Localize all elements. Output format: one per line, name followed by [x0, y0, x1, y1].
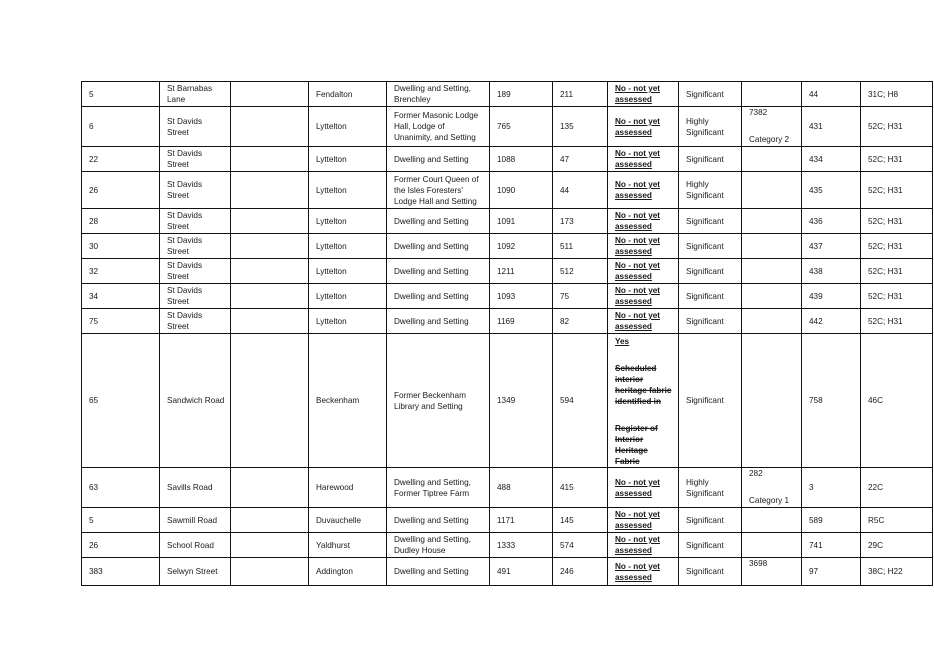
blank-cell	[231, 147, 309, 172]
suburb: Lyttelton	[309, 234, 387, 259]
interior-assessed: No - not yet assessed	[608, 209, 679, 234]
street-name: St Davids Street	[160, 107, 231, 147]
planning-map: 52C; H31	[861, 309, 933, 334]
suburb: Lyttelton	[309, 107, 387, 147]
heritage-nz-number: 7382	[749, 108, 768, 117]
statement-number: 211	[553, 82, 608, 107]
interior-assessed: No - not yet assessed	[608, 309, 679, 334]
description: Dwelling and Setting	[387, 284, 490, 309]
blank-cell	[231, 284, 309, 309]
heritage-nz	[742, 82, 802, 107]
significance: Significant	[679, 508, 742, 533]
table-body-2	[82, 468, 933, 586]
planning-map: 52C; H31	[861, 259, 933, 284]
suburb: Harewood	[309, 468, 387, 508]
address-number: 6	[82, 107, 160, 147]
heritage-item-number: 1091	[490, 209, 553, 234]
planning-map: 46C	[861, 334, 933, 468]
significance: Significant	[679, 558, 742, 586]
statement-number: 47	[553, 147, 608, 172]
street-name: St Davids Street	[160, 234, 231, 259]
description: Dwelling and Setting, Former Tiptree Farm	[387, 468, 490, 508]
significance: Significant	[679, 284, 742, 309]
interior-assessed: No - not yet assessed	[608, 533, 679, 558]
blank-cell	[231, 309, 309, 334]
suburb: Lyttelton	[309, 284, 387, 309]
table-row	[82, 468, 933, 508]
heritage-nz	[742, 147, 802, 172]
statement-number: 75	[553, 284, 608, 309]
significance: Significant	[679, 209, 742, 234]
heritage-nz	[742, 259, 802, 284]
significance: Significant	[679, 309, 742, 334]
address-number: 75	[82, 309, 160, 334]
table-row	[82, 334, 933, 468]
heritage-item-number: 189	[490, 82, 553, 107]
item-number: 439	[802, 284, 861, 309]
description: Dwelling and Setting	[387, 234, 490, 259]
item-number: 44	[802, 82, 861, 107]
heritage-nz	[742, 284, 802, 309]
heritage-nz-category: Category 2	[749, 135, 790, 144]
significance: Highly Significant	[679, 172, 742, 209]
table-row	[82, 234, 933, 259]
interior-assessed: No - not yet assessed	[608, 558, 679, 586]
item-number: 431	[802, 107, 861, 147]
description: Dwelling and Setting	[387, 309, 490, 334]
heritage-item-number: 1349	[490, 334, 553, 468]
address-number: 65	[82, 334, 160, 468]
blank-cell	[231, 209, 309, 234]
address-number: 30	[82, 234, 160, 259]
street-name: Selwyn Street	[160, 558, 231, 586]
heritage-item-number: 1092	[490, 234, 553, 259]
table-row	[82, 107, 933, 147]
item-number: 741	[802, 533, 861, 558]
interior-assessed: No - not yet assessed	[608, 234, 679, 259]
suburb: Duvauchelle	[309, 508, 387, 533]
description: Dwelling and Setting	[387, 558, 490, 586]
address-number: 5	[82, 82, 160, 107]
statement-number: 246	[553, 558, 608, 586]
street-name: St Barnabas Lane	[160, 82, 231, 107]
blank-cell	[231, 107, 309, 147]
heritage-nz-number	[742, 334, 802, 468]
statement-number: 135	[553, 107, 608, 147]
significance: Significant	[679, 234, 742, 259]
planning-map: 52C; H31	[861, 172, 933, 209]
suburb: Lyttelton	[309, 147, 387, 172]
heritage-item-number: 765	[490, 107, 553, 147]
statement-number: 511	[553, 234, 608, 259]
street-name: St Davids Street	[160, 259, 231, 284]
statement-number: 145	[553, 508, 608, 533]
description: Dwelling and Setting	[387, 508, 490, 533]
suburb: Lyttelton	[309, 209, 387, 234]
suburb: Lyttelton	[309, 309, 387, 334]
heritage-nz	[742, 172, 802, 209]
blank-cell	[231, 533, 309, 558]
interior-assessed: No - not yet assessed	[608, 508, 679, 533]
item-number: 435	[802, 172, 861, 209]
interior-assessed: No - not yet assessed	[608, 468, 679, 508]
item-number: 434	[802, 147, 861, 172]
heritage-nz	[742, 107, 802, 147]
suburb: Fendalton	[309, 82, 387, 107]
table-row	[82, 533, 933, 558]
interior-assessed: No - not yet assessed	[608, 82, 679, 107]
heritage-item-number: 1093	[490, 284, 553, 309]
blank-cell	[231, 82, 309, 107]
heritage-nz	[742, 558, 802, 586]
table-body-tall	[82, 334, 933, 468]
table-row	[82, 147, 933, 172]
table-row	[82, 259, 933, 284]
table-body	[82, 82, 933, 334]
heritage-item-number: 1169	[490, 309, 553, 334]
suburb: Lyttelton	[309, 172, 387, 209]
heritage-nz	[742, 234, 802, 259]
address-number: 28	[82, 209, 160, 234]
significance: Significant	[679, 259, 742, 284]
planning-map: 22C	[861, 468, 933, 508]
street-name: Savills Road	[160, 468, 231, 508]
heritage-nz	[742, 533, 802, 558]
planning-map: 52C; H31	[861, 107, 933, 147]
heritage-nz	[742, 468, 802, 508]
statement-number: 82	[553, 309, 608, 334]
table-row	[82, 172, 933, 209]
item-number: 438	[802, 259, 861, 284]
statement-number: 44	[553, 172, 608, 209]
significance: Significant	[679, 533, 742, 558]
heritage-schedule-table	[81, 81, 933, 586]
heritage-nz-number: 3698	[749, 559, 768, 568]
assessed-strike-2: Register of Interior Heritage Fabric	[615, 424, 658, 466]
statement-number: 574	[553, 533, 608, 558]
item-number: 589	[802, 508, 861, 533]
description: Dwelling and Setting, Dudley House	[387, 533, 490, 558]
heritage-item-number: 1211	[490, 259, 553, 284]
heritage-item-number: 488	[490, 468, 553, 508]
statement-number: 173	[553, 209, 608, 234]
address-number: 63	[82, 468, 160, 508]
suburb: Lyttelton	[309, 259, 387, 284]
item-number: 442	[802, 309, 861, 334]
planning-map: 52C; H31	[861, 234, 933, 259]
interior-assessed: No - not yet assessed	[608, 284, 679, 309]
statement-number: 415	[553, 468, 608, 508]
address-number: 32	[82, 259, 160, 284]
heritage-nz	[742, 309, 802, 334]
heritage-item-number: 491	[490, 558, 553, 586]
planning-map: 52C; H31	[861, 209, 933, 234]
significance: Highly Significant	[679, 107, 742, 147]
street-name: St Davids Street	[160, 147, 231, 172]
address-number: 26	[82, 533, 160, 558]
street-name: St Davids Street	[160, 309, 231, 334]
significance: Significant	[679, 82, 742, 107]
item-number: 758	[802, 334, 861, 468]
description: Dwelling and Setting, Brenchley	[387, 82, 490, 107]
heritage-item-number: 1088	[490, 147, 553, 172]
heritage-item-number: 1090	[490, 172, 553, 209]
suburb: Yaldhurst	[309, 533, 387, 558]
planning-map: 31C; H8	[861, 82, 933, 107]
description: Dwelling and Setting	[387, 209, 490, 234]
statement-number: 512	[553, 259, 608, 284]
address-number: 5	[82, 508, 160, 533]
significance: Highly Significant	[679, 468, 742, 508]
street-name: Sawmill Road	[160, 508, 231, 533]
table-row	[82, 558, 933, 586]
significance: Significant	[679, 334, 742, 468]
planning-map: 29C	[861, 533, 933, 558]
assessed-yes: Yes	[615, 337, 630, 346]
interior-assessed: No - not yet assessed	[608, 107, 679, 147]
planning-map: 52C; H31	[861, 147, 933, 172]
address-number: 383	[82, 558, 160, 586]
interior-assessed	[608, 334, 679, 468]
interior-assessed: No - not yet assessed	[608, 259, 679, 284]
heritage-nz	[742, 508, 802, 533]
heritage-nz-category: Category 1	[749, 496, 790, 505]
address-number: 34	[82, 284, 160, 309]
assessed-strike-1: Scheduled interior heritage fabric identified in	[615, 364, 672, 406]
blank-cell	[231, 558, 309, 586]
interior-assessed: No - not yet assessed	[608, 172, 679, 209]
table-row	[82, 209, 933, 234]
address-number: 26	[82, 172, 160, 209]
table-row	[82, 309, 933, 334]
street-name: St Davids Street	[160, 284, 231, 309]
significance: Significant	[679, 147, 742, 172]
description: Dwelling and Setting	[387, 259, 490, 284]
heritage-nz-number: 282	[749, 469, 763, 478]
suburb: Beckenham	[309, 334, 387, 468]
table-row	[82, 508, 933, 533]
street-name: St Davids Street	[160, 172, 231, 209]
heritage-item-number: 1171	[490, 508, 553, 533]
planning-map: R5C	[861, 508, 933, 533]
heritage-item-number: 1333	[490, 533, 553, 558]
street-name: School Road	[160, 533, 231, 558]
heritage-nz	[742, 209, 802, 234]
statement-number: 594	[553, 334, 608, 468]
blank-cell	[231, 172, 309, 209]
description: Former Court Queen of the Isles Foresters' Lodge Hall and Setting	[387, 172, 490, 209]
item-number: 437	[802, 234, 861, 259]
blank-cell	[231, 334, 309, 468]
table-row	[82, 82, 933, 107]
description: Dwelling and Setting	[387, 147, 490, 172]
suburb: Addington	[309, 558, 387, 586]
item-number: 97	[802, 558, 861, 586]
address-number: 22	[82, 147, 160, 172]
description: Former Beckenham Library and Setting	[387, 334, 490, 468]
blank-cell	[231, 259, 309, 284]
planning-map: 52C; H31	[861, 284, 933, 309]
description: Former Masonic Lodge Hall, Lodge of Unanimity, and Setting	[387, 107, 490, 147]
blank-cell	[231, 468, 309, 508]
street-name: Sandwich Road	[160, 334, 231, 468]
street-name: St Davids Street	[160, 209, 231, 234]
item-number: 436	[802, 209, 861, 234]
interior-assessed: No - not yet assessed	[608, 147, 679, 172]
planning-map: 38C; H22	[861, 558, 933, 586]
blank-cell	[231, 234, 309, 259]
table-row	[82, 284, 933, 309]
blank-cell	[231, 508, 309, 533]
item-number: 3	[802, 468, 861, 508]
